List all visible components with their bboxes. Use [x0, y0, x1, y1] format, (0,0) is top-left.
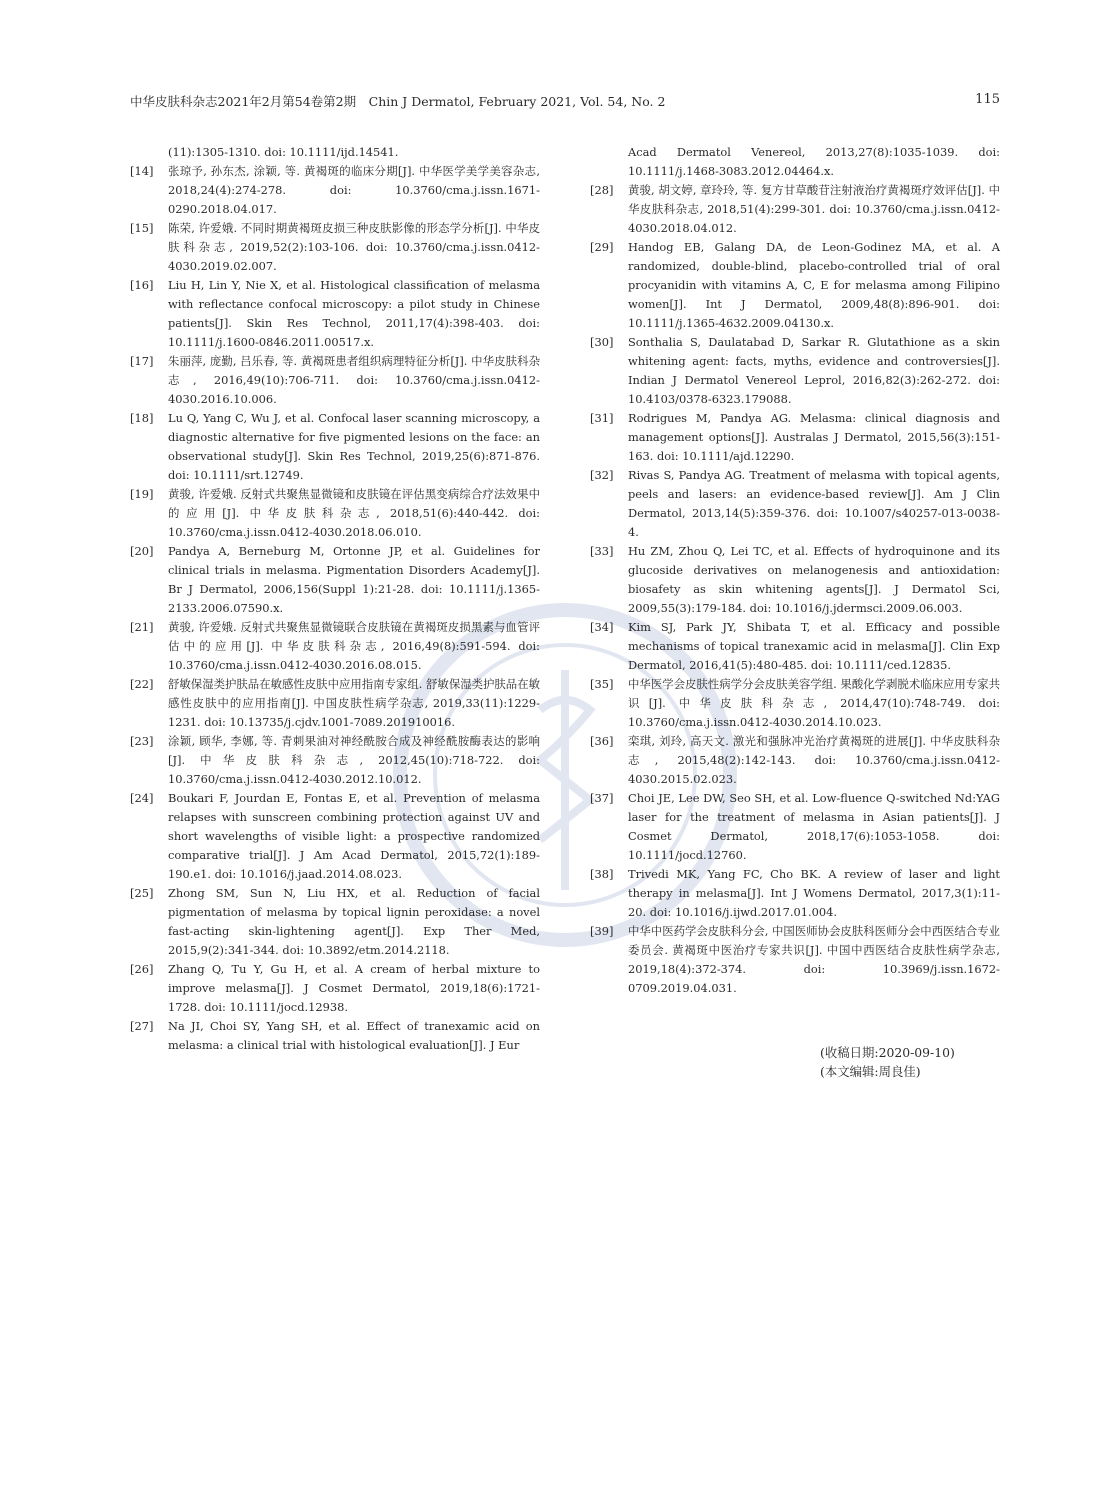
- reference-number: [23]: [130, 734, 154, 748]
- reference-number: [20]: [130, 544, 154, 558]
- editor-credit: (本文编辑:周良佳): [820, 1064, 921, 1079]
- reference-item: [130, 276, 540, 352]
- reference-number: [14]: [130, 164, 154, 178]
- reference-item: [590, 542, 1000, 618]
- reference-item: [590, 143, 1000, 181]
- reference-number: [26]: [130, 962, 154, 976]
- reference-text: 张琼予, 孙东杰, 涂颖, 等. 黄褐斑的临床分期[J]. 中华医学美学美容杂志, 2018,24(4):274-278. doi: 10.3760/cma.j.issn.1671-0290.2018.04.017.: [168, 164, 540, 216]
- reference-text: Acad Dermatol Venereol, 2013,27(8):1035-1039. doi: 10.1111/j.1468-3083.2012.04464.x.: [628, 145, 1000, 178]
- reference-number: [31]: [590, 411, 614, 425]
- reference-item: [590, 732, 1000, 789]
- reference-number: [27]: [130, 1019, 154, 1033]
- reference-text: 涂颖, 顾华, 李娜, 等. 青刺果油对神经酰胺合成及神经酰胺酶表达的影响[J]. 中华皮肤科杂志, 2012,45(10):718-722. doi: 10.3760/cma.j.issn.0412-4030.2012.10.012.: [168, 734, 540, 786]
- reference-list-left: [130, 143, 540, 1055]
- reference-item: [590, 333, 1000, 409]
- reference-number: [29]: [590, 240, 614, 254]
- reference-text: Zhong SM, Sun N, Liu HX, et al. Reduction of facial pigmentation of melasma by topical lignin peroxidase: a novel fast-acting skin-lightening agent[J]. Exp Ther Med, 2015,9(2):341-344. doi: 10.3892/etm.2014.2118.: [168, 886, 540, 957]
- reference-text: 黄骏, 许爱娥. 反射式共聚焦显微镜和皮肤镜在评估黑变病综合疗法效果中的应用[J]. 中华皮肤科杂志, 2018,51(6):440-442. doi: 10.3760/cma.j.issn.0412-4030.2018.06.010.: [168, 487, 540, 539]
- reference-item: [590, 181, 1000, 238]
- reference-item: [590, 238, 1000, 333]
- reference-list-right: [590, 143, 1000, 998]
- reference-item: [590, 675, 1000, 732]
- reference-item: [130, 162, 540, 219]
- reference-text: Liu H, Lin Y, Nie X, et al. Histological classification of melasma with reflectance confocal microscopy: a pilot study in Chinese patients[J]. Skin Res Technol, 2011,17(4):398-403. doi: 10.1111/j.1600-0846.2011.00517.x.: [168, 278, 540, 349]
- reference-item: [130, 409, 540, 485]
- reference-text: 中华中医药学会皮肤科分会, 中国医师协会皮肤科医师分会中西医结合专业委员会. 黄褐斑中医治疗专家共识[J]. 中国中西医结合皮肤性病学杂志, 2019,18(4):372-374. doi: 10.3969/j.issn.1672-0709.2019.04.031.: [628, 924, 1000, 995]
- reference-number: [22]: [130, 677, 154, 691]
- received-date: (收稿日期:2020-09-10): [820, 1045, 955, 1060]
- reference-number: [37]: [590, 791, 614, 805]
- reference-number: [38]: [590, 867, 614, 881]
- reference-text: 中华医学会皮肤性病学分会皮肤美容学组. 果酸化学剥脱术临床应用专家共识[J]. 中华皮肤科杂志, 2014,47(10):748-749. doi: 10.3760/cma.j.issn.0412-4030.2014.10.023.: [628, 677, 1000, 729]
- reference-number: [18]: [130, 411, 154, 425]
- reference-item: [130, 219, 540, 276]
- reference-text: Kim SJ, Park JY, Shibata T, et al. Efficacy and possible mechanisms of topical tranexamic acid in melasma[J]. Clin Exp Dermatol, 2016,41(5):480-485. doi: 10.1111/ced.12835.: [628, 620, 1000, 672]
- reference-number: [24]: [130, 791, 154, 805]
- reference-item: [590, 922, 1000, 998]
- reference-item: [130, 960, 540, 1017]
- reference-number: [21]: [130, 620, 154, 634]
- reference-text: 栾琪, 刘玲, 高天文. 激光和强脉冲光治疗黄褐斑的进展[J]. 中华皮肤科杂志, 2015,48(2):142-143. doi: 10.3760/cma.j.issn.0412-4030.2015.02.023.: [628, 734, 1000, 786]
- reference-number: [36]: [590, 734, 614, 748]
- reference-item: [130, 143, 540, 162]
- reference-text: Zhang Q, Tu Y, Gu H, et al. A cream of herbal mixture to improve melasma[J]. J Cosmet Dermatol, 2019,18(6):1721-1728. doi: 10.1111/jocd.12938.: [168, 962, 540, 1014]
- reference-text: Rivas S, Pandya AG. Treatment of melasma with topical agents, peels and lasers: an evidence-based review[J]. Am J Clin Dermatol, 2013,14(5):359-376. doi: 10.1007/s40257-013-0038-4.: [628, 468, 1000, 539]
- reference-number: [34]: [590, 620, 614, 634]
- reference-text: Na JI, Choi SY, Yang SH, et al. Effect of tranexamic acid on melasma: a clinical trial with histological evaluation[J]. J Eur: [168, 1019, 540, 1052]
- reference-item: [590, 789, 1000, 865]
- reference-item: [590, 618, 1000, 675]
- page-number: 115: [975, 92, 1000, 107]
- reference-item: [130, 675, 540, 732]
- reference-item: [590, 466, 1000, 542]
- reference-item: [130, 732, 540, 789]
- reference-text: Pandya A, Berneburg M, Ortonne JP, et al. Guidelines for clinical trials in melasma. Pigmentation Disorders Academy[J]. Br J Dermatol, 2006,156(Suppl 1):21-28. doi: 10.1111/j.1365-2133.2006.07590.x.: [168, 544, 540, 615]
- reference-number: [25]: [130, 886, 154, 900]
- reference-text: Lu Q, Yang C, Wu J, et al. Confocal laser scanning microscopy, a diagnostic alternative for five pigmented lesions on the face: an observational study[J]. Skin Res Technol, 2019,25(6):871-876. doi: 10.1111/srt.12749.: [168, 411, 540, 482]
- reference-text: Boukari F, Jourdan E, Fontas E, et al. Prevention of melasma relapses with sunscreen combining protection against UV and short wavelengths of visible light: a prospective randomized comparative trial[J]. J Am Acad Dermatol, 2015,72(1):189-190.e1. doi: 10.1016/j.jaad.2014.08.023.: [168, 791, 540, 881]
- reference-number: [35]: [590, 677, 614, 691]
- reference-item: [130, 789, 540, 884]
- reference-number: [16]: [130, 278, 154, 292]
- reference-number: [30]: [590, 335, 614, 349]
- reference-text: Sonthalia S, Daulatabad D, Sarkar R. Glutathione as a skin whitening agent: facts, myths, evidence and controversies[J]. Indian J Dermatol Venereol Leprol, 2016,82(3):262-272. doi: 10.4103/0378-6323.179088.: [628, 335, 1000, 406]
- reference-text: (11):1305-1310. doi: 10.1111/ijd.14541.: [168, 145, 399, 159]
- reference-number: [15]: [130, 221, 154, 235]
- reference-number: [33]: [590, 544, 614, 558]
- reference-item: [590, 865, 1000, 922]
- reference-item: [130, 352, 540, 409]
- reference-text: 朱丽萍, 庞勤, 吕乐春, 等. 黄褐斑患者组织病理特征分析[J]. 中华皮肤科杂志, 2016,49(10):706-711. doi: 10.3760/cma.j.issn.0412-4030.2016.10.006.: [168, 354, 540, 406]
- reference-text: 黄骏, 胡文婷, 章玲玲, 等. 复方甘草酸苷注射液治疗黄褐斑疗效评估[J]. 中华皮肤科杂志, 2018,51(4):299-301. doi: 10.3760/cma.j.issn.0412-4030.2018.04.012.: [628, 183, 1000, 235]
- reference-text: 舒敏保湿类护肤品在敏感性皮肤中应用指南专家组. 舒敏保湿类护肤品在敏感性皮肤中的应用指南[J]. 中国皮肤性病学杂志, 2019,33(11):1229-1231. doi: 10.13735/j.cjdv.1001-7089.201910016.: [168, 677, 540, 729]
- reference-number: [39]: [590, 924, 614, 938]
- reference-item: [130, 542, 540, 618]
- reference-text: Choi JE, Lee DW, Seo SH, et al. Low-fluence Q-switched Nd:YAG laser for the treatment of melasma in Asian patients[J]. J Cosmet Dermatol, 2018,17(6):1053-1058. doi: 10.1111/jocd.12760.: [628, 791, 1000, 862]
- running-header: [130, 92, 1000, 112]
- reference-text: Trivedi MK, Yang FC, Cho BK. A review of laser and light therapy in melasma[J]. Int J Womens Dermatol, 2017,3(1):11-20. doi: 10.1016/j.ijwd.2017.01.004.: [628, 867, 1000, 919]
- reference-item: [130, 485, 540, 542]
- reference-number: [19]: [130, 487, 154, 501]
- reference-text: Rodrigues M, Pandya AG. Melasma: clinical diagnosis and management options[J]. Australas J Dermatol, 2015,56(3):151-163. doi: 10.1111/ajd.12290.: [628, 411, 1000, 463]
- reference-number: [32]: [590, 468, 614, 482]
- reference-text: 黄骏, 许爱娥. 反射式共聚焦显微镜联合皮肤镜在黄褐斑皮损黑素与血管评估中的应用[J]. 中华皮肤科杂志, 2016,49(8):591-594. doi: 10.3760/cma.j.issn.0412-4030.2016.08.015.: [168, 620, 540, 672]
- reference-text: 陈荣, 许爱娥. 不同时期黄褐斑皮损三种皮肤影像的形态学分析[J]. 中华皮肤科杂志, 2019,52(2):103-106. doi: 10.3760/cma.j.issn.0412-4030.2019.02.007.: [168, 221, 540, 273]
- reference-text: Handog EB, Galang DA, de Leon-Godinez MA, et al. A randomized, double-blind, placebo-controlled trial of oral procyanidin with vitamins A, C, E for melasma among Filipino women[J]. Int J Dermatol, 2009,48(8):896-901. doi: 10.1111/j.1365-4632.2009.04130.x.: [628, 240, 1000, 330]
- journal-citation: 中华皮肤科杂志2021年2月第54卷第2期 Chin J Dermatol, February 2021, Vol. 54, No. 2: [130, 94, 666, 109]
- reference-item: [130, 618, 540, 675]
- reference-item: [590, 409, 1000, 466]
- article-footer: [820, 1043, 980, 1081]
- reference-number: [28]: [590, 183, 614, 197]
- reference-item: [130, 1017, 540, 1055]
- reference-number: [17]: [130, 354, 154, 368]
- reference-text: Hu ZM, Zhou Q, Lei TC, et al. Effects of hydroquinone and its glucoside derivatives on melanogenesis and antioxidation: biosafety as skin whitening agents[J]. J Dermatol Sci, 2009,55(3):179-184. doi: 10.1016/j.jdermsci.2009.06.003.: [628, 544, 1000, 615]
- reference-item: [130, 884, 540, 960]
